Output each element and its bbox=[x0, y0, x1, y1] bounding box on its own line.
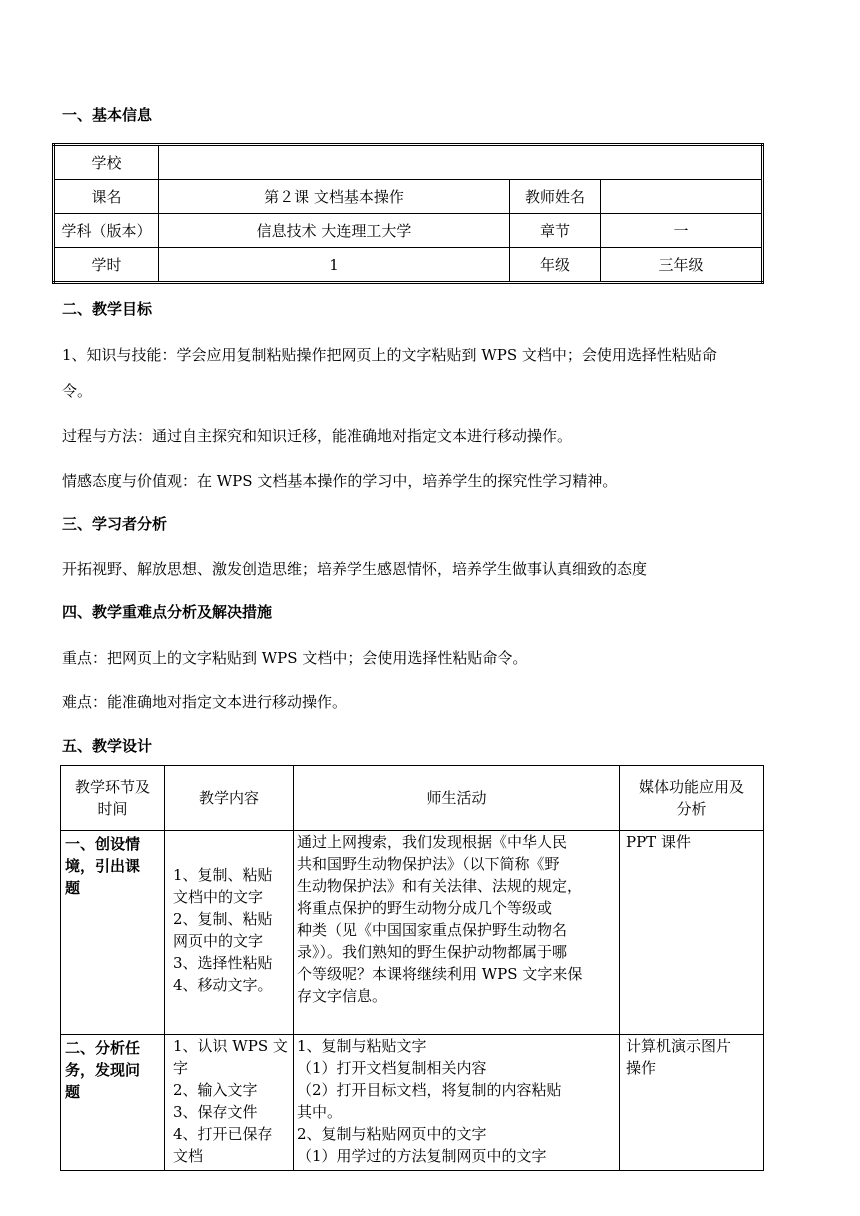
header-media bbox=[620, 766, 764, 831]
section-title-design: 五、教学设计 bbox=[62, 737, 153, 755]
media-cell bbox=[620, 831, 764, 1035]
activity-line: 存文字信息。 bbox=[297, 987, 388, 1005]
subject-label: 学科（版本） bbox=[54, 214, 159, 248]
hours-value: 1 bbox=[159, 248, 510, 283]
goal-process: 过程与方法：通过自主探究和知识迁移，能准确地对指定文本进行移动操作。 bbox=[62, 427, 573, 445]
school-label: 学校 bbox=[54, 145, 159, 180]
stage-line: 题 bbox=[65, 1083, 81, 1101]
course-label: 课名 bbox=[54, 180, 159, 214]
course-value: 第２课 文档基本操作 bbox=[159, 180, 510, 214]
difficult-point: 难点：能准确地对指定文本进行移动操作。 bbox=[62, 693, 348, 711]
teacher-value bbox=[601, 180, 763, 214]
media-line: 操作 bbox=[626, 1059, 657, 1077]
activity-cell bbox=[294, 1035, 620, 1171]
stage-line: 二、分析任 bbox=[65, 1039, 141, 1057]
activity-line: 共和国野生动物保护法》（以下简称《野 bbox=[297, 855, 560, 873]
activity-line: 个等级呢？本课将继续利用 WPS 文字来保 bbox=[297, 965, 583, 983]
content-line: 3、选择性粘贴 bbox=[173, 954, 273, 972]
header-media-line: 媒体功能应用及 bbox=[638, 778, 744, 796]
media-line: PPT 课件 bbox=[626, 833, 691, 851]
header-activity: 师生活动 bbox=[294, 766, 620, 831]
header-media-line: 分析 bbox=[676, 800, 707, 818]
activity-line: 其中。 bbox=[297, 1103, 343, 1121]
content-line: 3、保存文件 bbox=[173, 1103, 258, 1121]
activity-line: 1、复制与粘贴文字 bbox=[297, 1037, 427, 1055]
chapter-label: 章节 bbox=[510, 214, 601, 248]
content-cell bbox=[165, 831, 294, 1035]
content-line: 网页中的文字 bbox=[173, 932, 264, 950]
activity-line: （2）打开目标文档，将复制的内容粘贴 bbox=[297, 1081, 562, 1099]
content-line: 字 bbox=[173, 1059, 189, 1077]
section-title-key-points: 四、教学重难点分析及解决措施 bbox=[62, 603, 273, 621]
table-row bbox=[54, 248, 763, 283]
activity-line: 通过上网搜索，我们发现根据《中华人民 bbox=[297, 833, 568, 851]
media-line: 计算机演示图片 bbox=[626, 1037, 732, 1055]
teacher-label: 教师姓名 bbox=[510, 180, 601, 214]
table-row bbox=[54, 145, 763, 180]
section-title-basic-info: 一、基本信息 bbox=[62, 106, 153, 124]
content-line: 4、移动文字。 bbox=[173, 976, 273, 994]
table-row bbox=[54, 214, 763, 248]
content-line: 4、打开已保存 bbox=[173, 1125, 273, 1143]
goal-knowledge: 1、知识与技能：学会应用复制粘贴操作把网页上的文字粘贴到 WPS 文档中；会使用选择性粘贴命 bbox=[62, 346, 717, 364]
stage-line: 题 bbox=[65, 879, 81, 897]
teaching-design-table bbox=[60, 765, 764, 1171]
table-header-row bbox=[61, 766, 764, 831]
goal-emotion: 情感态度与价值观：在 WPS 文档基本操作的学习中，培养学生的探究性学习精神。 bbox=[62, 472, 618, 490]
basic-info-table bbox=[52, 143, 764, 284]
section-title-learner: 三、学习者分析 bbox=[62, 515, 168, 533]
table-row bbox=[61, 1035, 764, 1171]
activity-line: 2、复制与粘贴网页中的文字 bbox=[297, 1125, 487, 1143]
activity-line: 将重点保护的野生动物分成几个等级或 bbox=[297, 899, 553, 917]
activity-line: 录》）。我们熟知的野生保护动物都属于哪 bbox=[297, 943, 568, 961]
stage-cell bbox=[61, 1035, 165, 1171]
goal-knowledge-cont: 令。 bbox=[62, 382, 93, 400]
content-line: 文档中的文字 bbox=[173, 888, 264, 906]
section-title-goals: 二、教学目标 bbox=[62, 300, 153, 318]
school-value bbox=[159, 145, 763, 180]
content-cell bbox=[165, 1035, 294, 1171]
table-row bbox=[61, 831, 764, 1035]
chapter-value: 一 bbox=[601, 214, 763, 248]
header-content: 教学内容 bbox=[165, 766, 294, 831]
learner-analysis: 开拓视野、解放思想、激发创造思维；培养学生感恩情怀，培养学生做事认真细致的态度 bbox=[62, 560, 648, 578]
content-line: 1、复制、粘贴 bbox=[173, 866, 273, 884]
grade-label: 年级 bbox=[510, 248, 601, 283]
activity-line: （1）打开文档复制相关内容 bbox=[297, 1059, 487, 1077]
content-line: 2、复制、粘贴 bbox=[173, 910, 273, 928]
activity-line: （1）用学过的方法复制网页中的文字 bbox=[297, 1147, 547, 1165]
header-stage-line: 时间 bbox=[97, 800, 128, 818]
activity-cell bbox=[294, 831, 620, 1035]
stage-line: 一、创设情 bbox=[65, 835, 141, 853]
header-stage bbox=[61, 766, 165, 831]
header-stage-line: 教学环节及 bbox=[74, 778, 150, 796]
content-line: 2、输入文字 bbox=[173, 1081, 258, 1099]
grade-value: 三年级 bbox=[601, 248, 763, 283]
stage-line: 务，发现问 bbox=[65, 1061, 141, 1079]
subject-value: 信息技术 大连理工大学 bbox=[159, 214, 510, 248]
activity-line: 生动物保护法》和有关法律、法规的规定， bbox=[297, 877, 583, 895]
stage-cell bbox=[61, 831, 165, 1035]
stage-line: 境，引出课 bbox=[65, 857, 141, 875]
key-point: 重点：把网页上的文字粘贴到 WPS 文档中；会使用选择性粘贴命令。 bbox=[62, 649, 528, 667]
content-line: 文档 bbox=[173, 1147, 204, 1165]
activity-line: 种类（见《中国国家重点保护野生动物名 bbox=[297, 921, 568, 939]
table-row bbox=[54, 180, 763, 214]
content-line: 1、认识 WPS 文 bbox=[173, 1037, 288, 1055]
hours-label: 学时 bbox=[54, 248, 159, 283]
media-cell bbox=[620, 1035, 764, 1171]
